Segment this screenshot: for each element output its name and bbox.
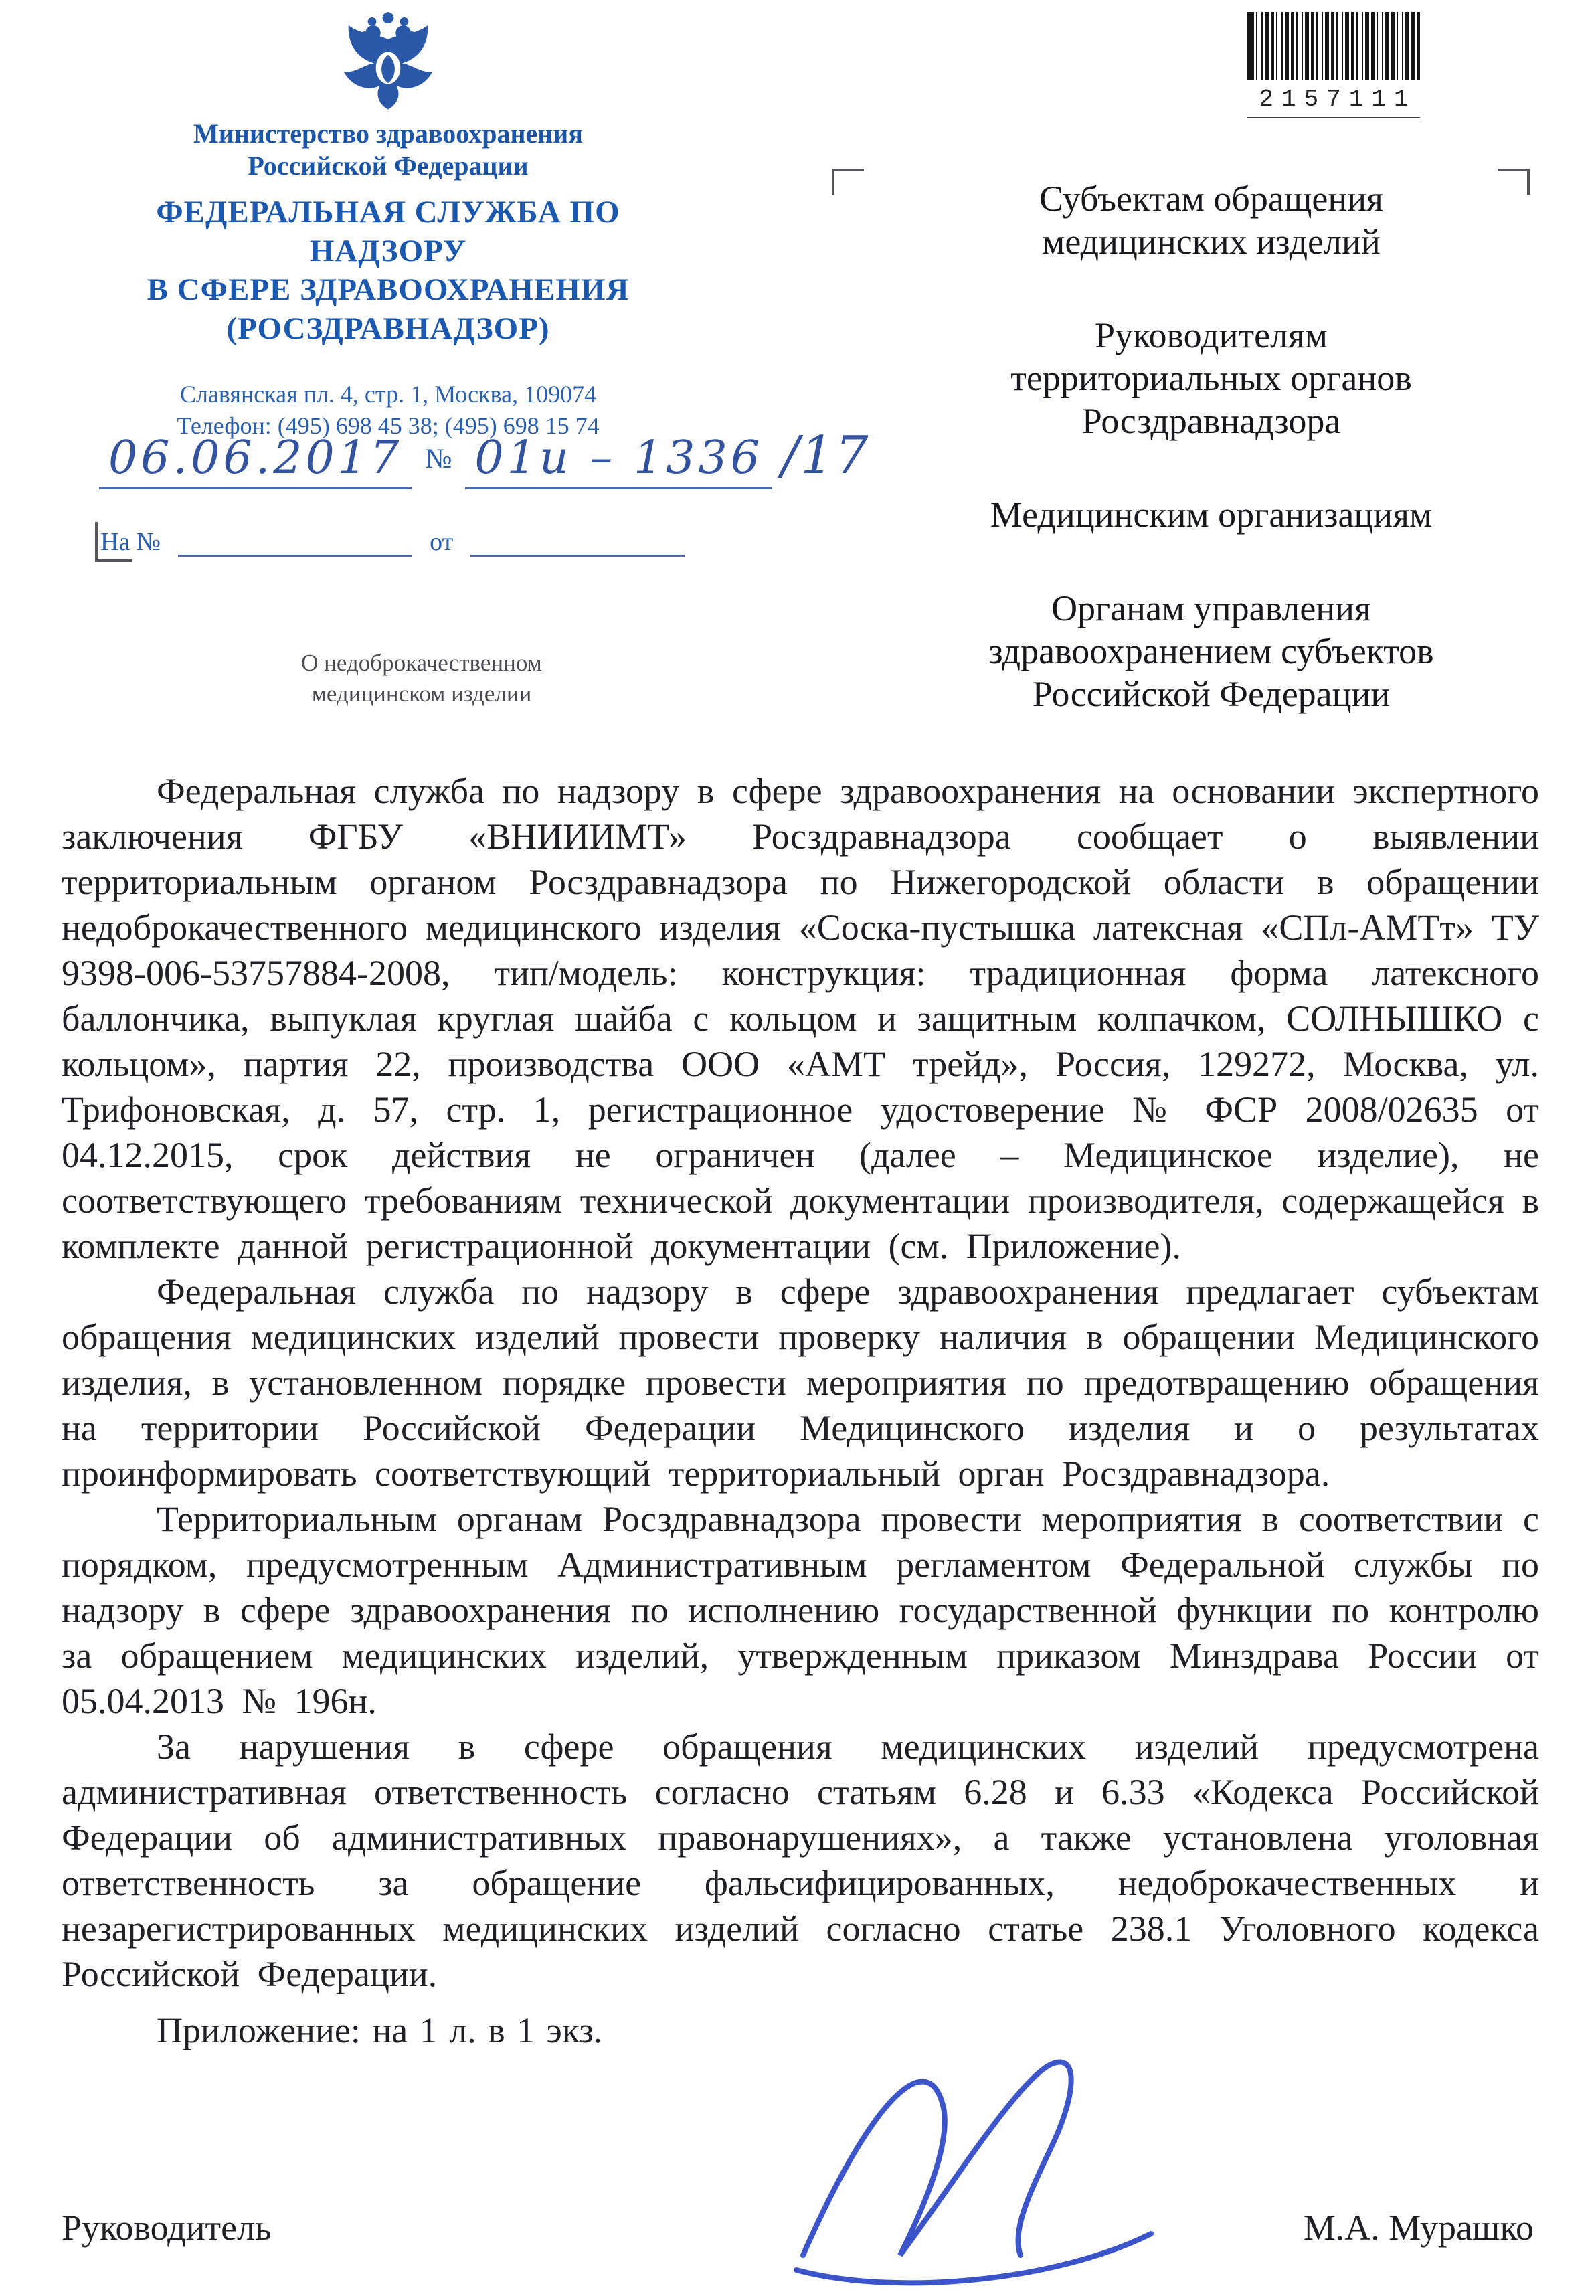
phone-line: Телефон: (495) 698 45 38; (495) 698 15 74 xyxy=(177,412,600,439)
service-name xyxy=(74,193,703,348)
signer-name: М.А. Мурашко xyxy=(1303,2208,1534,2248)
reply-prefix: На № xyxy=(100,528,161,556)
reply-number-blank xyxy=(178,530,412,557)
ministry-name xyxy=(74,118,703,182)
address-line: Славянская пл. 4, стр. 1, Москва, 109074 xyxy=(179,381,597,408)
addressee-4: Органам управления здравоохранением субъектов Российской Федерации xyxy=(988,588,1434,714)
body-paragraph-1: Федеральная служба по надзору в сфере здравоохранения на основании экспертного заключения ФГБУ «ВНИИИМТ» Росздравнадзора сообщает о выявлении территориальным органом Росздравнадзора по Нижегородской области в обращении недоброкачественного медицинского изделия «Соска-пустышка латексная «СПл-АМТт» ТУ 9398-006-53757884-2008, тип/модель: конструкция: традиционная форма латексного баллончика, выпуклая круглая шайба с кольцом и защитным колпачком, СОЛНЫШКО с кольцом», партия 22, производства ООО «АМТ трейд», Россия, 129272, Москва, ул. Трифоновская, д. 57, стр. 1, регистрационное удостоверение № ФСР 2008/02635 от 04.12.2015, срок действия не ограничен (далее – Медицинское изделие), не соответствующего требованиям технической документации производителя, содержащейся в комплекте данной регистрационной документации (см. Приложение). xyxy=(62,771,1539,1266)
ministry-line-2: Российской Федерации xyxy=(248,151,529,181)
body-paragraph-4: За нарушения в сфере обращения медицинских изделий предусмотрена административная ответственность согласно статьям 6.28 и 6.33 «Кодекса Российской Федерации об административных правонарушениях», а также установлена уголовная ответственность за обращение фальсифицированных, недоброкачественных и незарегистрированных медицинских изделий согласно статье 238.1 Уголовного кодекса Российской Федерации. xyxy=(62,1727,1539,1994)
subject-line: О недоброкачественном медицинском изделии xyxy=(301,650,542,707)
reply-infix: от xyxy=(430,528,454,556)
addressee-block xyxy=(977,177,1445,715)
signature-ink xyxy=(776,2034,1191,2289)
addressee-2: Руководителям территориальных органов Росздравнадзора xyxy=(1010,315,1412,441)
addressee-1: Субъектам обращения медицинских изделий xyxy=(1039,179,1384,262)
corner-mark-top-right xyxy=(1498,169,1530,195)
barcode-bars-icon xyxy=(1247,12,1420,80)
outgoing-reference xyxy=(99,426,889,489)
body-paragraph-3: Территориальным органам Росздравнадзора провести мероприятия в соответствии с порядком, предусмотренным Административным регламентом Федеральной службы по надзору в сфере здравоохранения по исполнению государственной функции по контролю за обращением медицинских изделий, утвержденным приказом Минздрава России от 05.04.2013 № 196н. xyxy=(62,1499,1539,1721)
number-sign: № xyxy=(425,444,452,474)
addressee-3: Медицинским организациям xyxy=(990,495,1433,535)
corner-mark-top-left xyxy=(832,169,864,195)
letterhead xyxy=(74,9,703,442)
barcode-number: 2157111 xyxy=(1247,80,1420,118)
corner-mark-bottom-left xyxy=(95,522,132,562)
service-line-3: (РОСЗДРАВНАДЗОР) xyxy=(226,311,550,346)
service-line-1: ФЕДЕРАЛЬНАЯ СЛУЖБА ПО НАДЗОРУ xyxy=(156,195,620,268)
reply-date-blank xyxy=(470,530,685,557)
handwritten-date: 06.06.2017 xyxy=(99,432,412,489)
letter-body xyxy=(62,768,1539,2053)
incoming-reference xyxy=(100,527,702,557)
ministry-line-1: Министерство здравоохранения xyxy=(193,118,583,149)
signoff-row xyxy=(62,2207,1534,2248)
service-line-2: В СФЕРЕ ЗДРАВООХРАНЕНИЯ xyxy=(147,272,630,307)
signer-position: Руководитель xyxy=(62,2208,272,2248)
coat-of-arms-icon xyxy=(331,9,445,115)
body-paragraph-2: Федеральная служба по надзору в сфере здравоохранения предлагает субъектам обращения медицинских изделий провести проверку наличия в обращении Медицинского изделия, в установленном порядке провести мероприятия по предотвращению обращения на территории Российской Федерации Медицинского изделия и о результатах проинформировать соответствующий территориальный орган Росздравнадзора. xyxy=(62,1271,1539,1494)
handwritten-number-suffix: /17 xyxy=(782,426,870,486)
handwritten-number: 01и – 1336 xyxy=(465,432,772,489)
attachment-line: Приложение: на 1 л. в 1 экз. xyxy=(157,2010,603,2050)
barcode xyxy=(1247,12,1420,118)
